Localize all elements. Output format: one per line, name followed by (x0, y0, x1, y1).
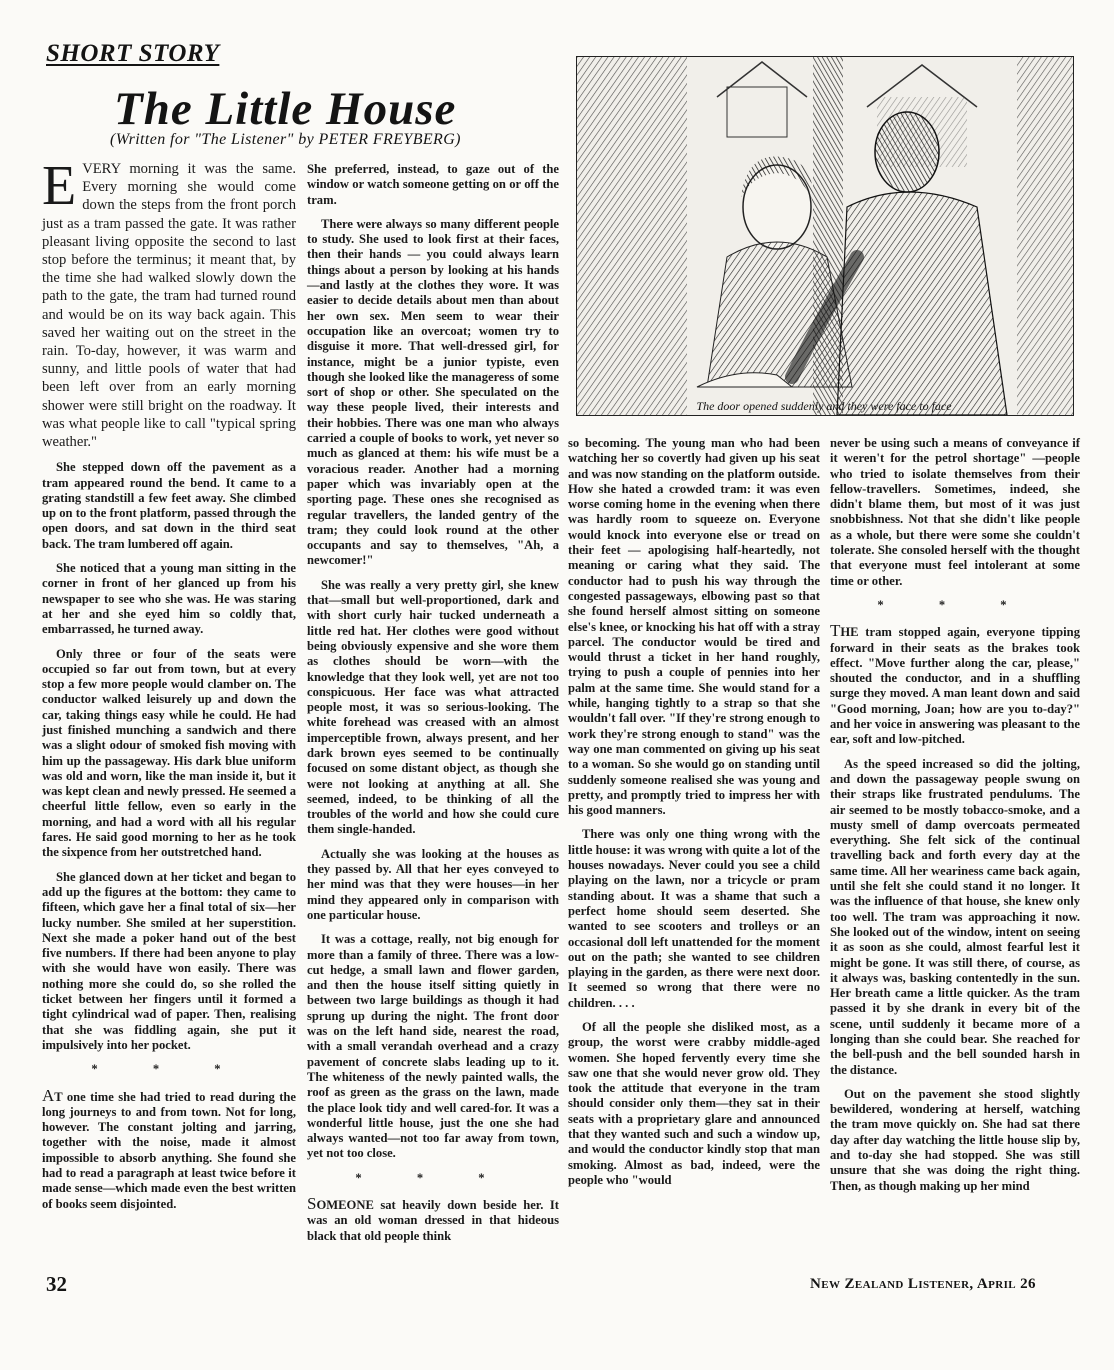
paragraph: She glanced down at her ticket and began to add up the figures at the bottom: they came to fifteen, which gave her a final total of six—her lucky number. She smiled at her superstition. Next she made a poker hand out of the best five numbers. If there had been anyone to play with she would have won easily. There was nothing more she could do, so she rolled the ticket between her fingers until it formed a tight cylindrical wad of paper. Then, realising that she was fiddling again, she put it impulsively into her pocket. (42, 869, 296, 1052)
column-2 (307, 162, 559, 1253)
paragraph: As the speed increased so did the jolting, and down the passageway people swung on their straps like frustrated pendulums. The air seemed to be mostly tobacco-smoke, and a musty smell of damp overcoats permeated everything. She felt sick of the continual travelling back and forth every day at the same time. All her weariness came back again, until she felt she could stand it no longer. It was the influence of that house, she knew only too well. The tram was approaching it now. She looked out of the window, intent on seeing it as soon as she could, almost fearful lest it might be gone. It was still there, of course, as it always was, basking contentedly in the sun. Her breath came a little quicker. As the tram passed it by she drank in every bit of the scene, until suddenly it became more of a longing than she could bear. She reached for the bell-push and the bell sounded harsh in the distance. (830, 756, 1080, 1077)
paragraph: She was really a very pretty girl, she knew that—small but well-proportioned, dark and with short curly hair tucked underneath a little red hat. Her clothes were good without being obviously expensive and she wore them as clothes should be worn—with the knowledge that they look well, yet are not too conspicuous. Her face was what attracted people most, it was so serious-looking. The white forehead was creased with an almost imperceptible frown, always present, and her dark brown eyes seemed to be continually focused on some distant object, as though she were not looking at anything at all. She seemed, indeed, to be thinking of all the troubles of the world and how she could cure them single-handed. (307, 577, 559, 837)
paragraph: never be using such a means of conveyance if it weren't for the petrol shortage" —people who tried to isolate themselves from their fellow-travellers. Sometimes, indeed, she didn't blame them, but most of it was just snobbishness. Not that she didn't like people as a whole, but there were some she couldn't tolerate. She consoled herself with the thought that everyone must feel intolerant at some time or other. (830, 436, 1080, 588)
opening-paragraph: EVERY morning it was the same. Every morning she would come down the steps from the front porch just as a tram passed the gate. It was rather pleasant living opposite the second to last stop before the terminus; it meant that, by the time she had walked slowly down the path to the gate, the tram had turned round and would be on its way back again. This saved her waiting out on the street in the rain. To-day, however, it was warm and sunny, and little pools of water that had been left over from an early morning shower were still bright on the roadway. It was what people like to call "typical spring weather." (42, 155, 296, 451)
illustration-caption: The door opened suddenly and they were face to face (696, 399, 952, 413)
paragraph: There were always so many different people to study. She used to look first at their faces, then their hands — you could always learn things about a person by looking at his hands—and lastly at the clothes they wore. It was easier to decide details about men than about her own sex. Men seem to wear their occupation like an overcoat; women try to disguise it more. That well-dressed girl, for instance, might be a junior typiste, even though she looked like the manageress of some sort of shop or other. She speculated on the way these people lived, their interests and their hobbies. There was one man who always carried a couple of books to work, yet never so much as glanced at them: his wife must be a voracious reader. Another had a morning paper which was invariably open at the sporting page. These ones she recognised as regular travellers, the landed gentry of the tram; they could look round at the other occupants and say to themselves, "Ah, a newcomer!" (307, 216, 559, 568)
story-title: The Little House (114, 83, 457, 135)
paragraph: It was a cottage, really, not big enough for more than a family of three. There was a low-cut hedge, a small lawn and flower garden, and then the house itself sitting quietly in between two large buildings as though it had sprung up during the night. The front door was on the left hand side, nearest the road, with a small verandah overhead and a crazy pavement of concrete slabs leading up to it. The whiteness of the newly painted walls, the roof as green as the grass on the lawn, made the place look tidy and well cared-for. It was a wonderful little house, just the one she had always wanted—not too far away from town, yet not too close. (307, 932, 559, 1161)
page-number: 32 (46, 1272, 67, 1296)
illustration-drawing (577, 57, 1073, 415)
paragraph: She noticed that a young man sitting in the corner in front of her glanced up from his newspaper to see who she was. He was staring at her and she eyed him so coldly that, embarrassed, he turned away. (42, 561, 296, 637)
paragraph: Out on the pavement she stood slightly bewildered, wondering at herself, watching the tram move quickly on. She had sat there day after day watching the little house slip by, and to-day she had stopped. She was still unsure that she was doing the right thing. Then, as though making up her mind (830, 1086, 1080, 1193)
paragraph: so becoming. The young man who had been watching her so covertly had given up his seat and was now standing on the platform outside. How she hated a crowded tram: it was even worse coming home in the evening when there was hardly room to squeeze on. Everyone would knock into everyone else or tread on their feet — apologising half-heartedly, not meaning or caring what they said. The conductor had to push his way through the congested passageways, elbowing past so that she found herself almost sitting on someone else's knee, or knocking his hat off with a stray parcel. The conductor would be tired and would thrust a ticket in her hand roughly, trying to push a couple of pennies into her palm at the same time. She would stand for a while, hanging tightly to a strap so that she wouldn't fall over. "If they're strong enough to work they're strong enough to stand" was the way one man commented on giving up his seat to a woman. So she would go on standing until suddenly someone realised she was young and pretty, and promptly tried to impress her with his good manners. (568, 436, 820, 818)
section-break: * * * (91, 1062, 247, 1077)
paragraph: She stepped down off the pavement as a tram appeared round the bend. It came to a grating standstill a few feet away. She climbed up on to the front platform, passed through the open doors, and sat down in the third seat back. The tram lumbered off again. (42, 460, 296, 551)
drop-cap: E (42, 155, 77, 217)
paragraph: Of all the people she disliked most, as a group, the worst were crabby middle-aged women. She hoped fervently every time she saw one that she would never grow old. They took the attitude that everyone in the tram should consider only them—they sat in their seats with a proprietary glare and announced that they wanted such and such a window up, and would the conductor kindly stop that man smoking. Almost as bad, indeed, were the people who "would (568, 1019, 820, 1187)
column-3 (568, 436, 820, 1197)
paragraph: Only three or four of the seats were occupied so far out from town, but at every stop a few more people would clamber on. The conductor walked leisurely up and down the car, taking things easy while he could. He had just finished munching a sandwich and there was a slight odour of smoked fish moving with him up the passageway. His dark blue uniform was old and worn, like the man inside it, but it was kept clean and newly pressed. He seemed a cheerful little fellow, even so early in the morning, and had a word with all his regular fares. He said good morning to her as he took the sixpence from her outstretched hand. (42, 646, 296, 860)
column-4 (830, 436, 1080, 1203)
kicker: SHORT STORY (46, 40, 220, 67)
paragraph: Actually she was looking at the houses as they passed by. All that her eyes conveyed to her mind was that they were houses—in her mind they appeared only in comparison with one particular house. (307, 846, 559, 922)
paragraph: AT one time she had tried to read during the long journeys to and from town. Not for long, however. The constant jolting and jarring, together with the noise, made it almost impossible to absorb anything. She found she had to read a paragraph at least twice before it made sense—which made even the best written of books seem disjointed. (42, 1085, 296, 1211)
publication-footer: New Zealand Listener, April 26 (810, 1276, 1036, 1292)
paragraph: There was only one thing wrong with the little house: it was wrong with quite a lot of the houses nowadays. Never could you see a child playing on the lawn, nor a tricycle or pram standing about. It was a shame that such a perfect home should seem deserted. She wanted to see scooters and trolleys or an occasional doll left unattended for the moment out on the path; she wanted to see children playing in the garden, as there were next door. It seemed so wrong that there were no children. . . . (568, 827, 820, 1010)
section-break: * * * (355, 1170, 511, 1185)
byline: (Written for "The Listener" by PETER FREYBERG) (110, 131, 461, 148)
paragraph: THE tram stopped again, everyone tipping forward in their seats as the brakes took effect. "Move further along the car, please," shouted the conductor, and in a shuffling surge they moved. A man leant down and said "Good morning, Joan; how are you to-day?" and her voice in answering was pleasant to the ear, soft and low-pitched. (830, 621, 1080, 747)
column-1 (42, 155, 296, 1221)
story-illustration (576, 56, 1074, 416)
paragraph: SOMEONE sat heavily down beside her. It was an old woman dressed in that hideous black that old people think (307, 1194, 559, 1243)
paragraph: She preferred, instead, to gaze out of the window or watch someone getting on or off the tram. (307, 162, 559, 207)
section-break: * * * (877, 597, 1033, 612)
